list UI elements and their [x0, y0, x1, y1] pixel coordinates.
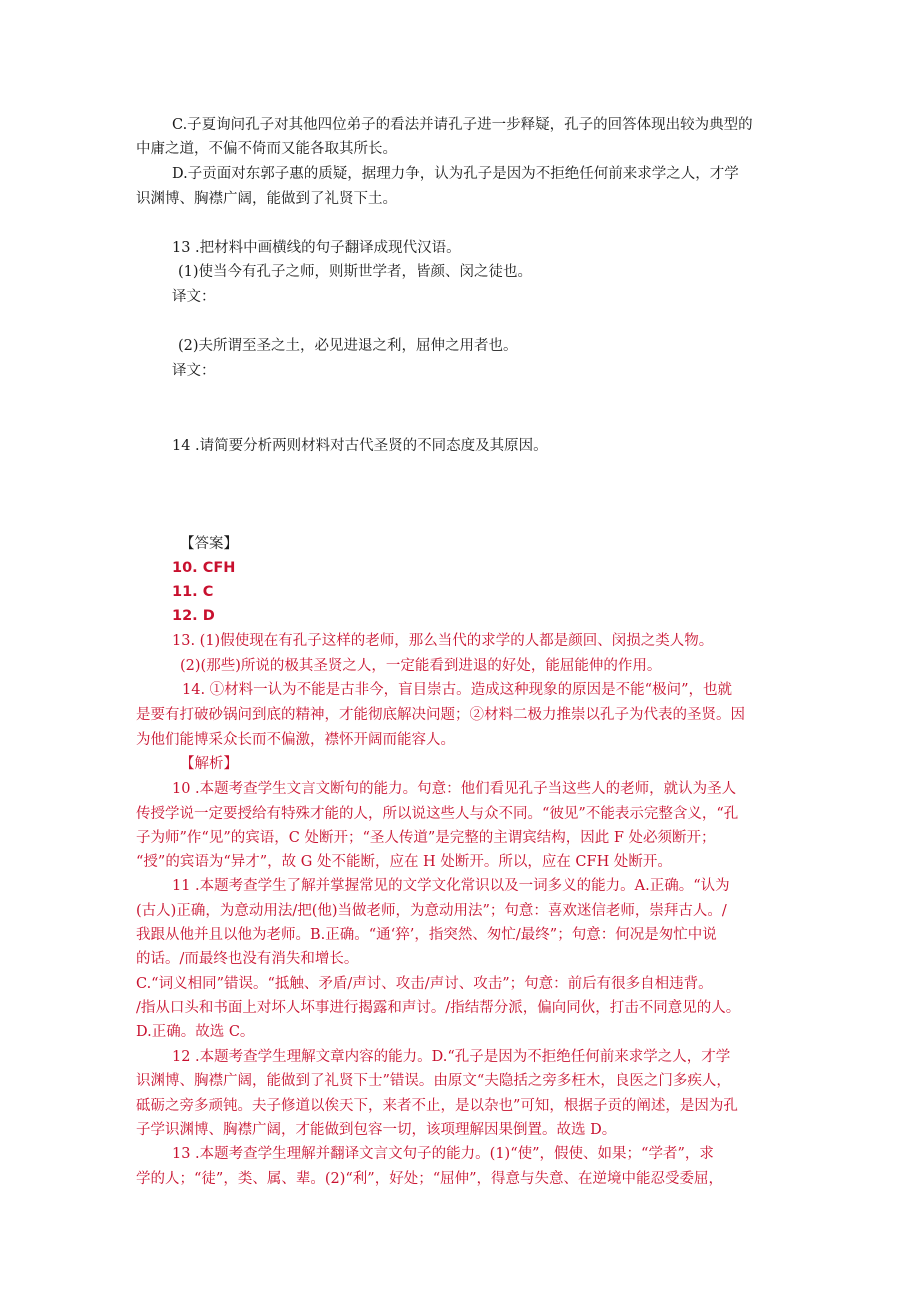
- answer-10: 10. CFH: [172, 560, 236, 576]
- q12-option-c-line2: 中庸之道，不偏不倚而又能各取其所长。: [136, 141, 397, 157]
- answer-14-line3: 为他们能博采众长而不偏激，襟怀开阔而能容人。: [136, 732, 455, 748]
- analysis-10-line2: 传授学说一定要授给有特殊才能的人，所以说这些人与众不同。“彼见”不能表示完整含义，“孔: [136, 806, 739, 822]
- answer-11: 11. C: [172, 584, 214, 600]
- analysis-10-line3: 子为师”作“见”的宾语，C 处断开；“圣人传道”是完整的主谓宾结构，因此 F 处必须断开；: [136, 830, 716, 846]
- q12-option-d-line2: 识渊博、胸襟广阔，能做到了礼贤下土。: [136, 191, 397, 207]
- analysis-13-line2: 学的人；“徒”，类、属、辈。(2)“利”，好处；“屈伸”，得意与失意、在逆境中能忍受委屈，: [136, 1171, 724, 1187]
- analysis-11-line1: 11 .本题考查学生了解并掌握常见的文学文化常识以及一词多义的能力。A.正确。“认为: [172, 878, 730, 894]
- analysis-11-line5: C.“词义相同”错误。“抵触、矛盾/声讨、攻击/声讨、攻击”；句意：前后有很多自相违背。: [136, 976, 713, 992]
- answer-13-part2: (2)(那些)所说的极其圣贤之人，一定能看到进退的好处，能屈能伸的作用。: [180, 658, 662, 674]
- analysis-header: 【解析】: [180, 756, 238, 772]
- analysis-12-line4: 子学识渊博、胸襟广阔，才能做到包容一切，该项理解因果倒置。故选 D。: [136, 1122, 617, 1138]
- q13-translation-label-1: 译文：: [172, 289, 216, 305]
- q12-option-d-line1: D.子贡面对东郭子惠的质疑，据理力争，认为孔子是因为不拒绝任何前来求学之人，才学: [172, 166, 739, 182]
- analysis-11-line2: (古人)正确，为意动用法/把(他)当做老师，为意动用法”；句意：喜欢迷信老师，崇拜古人。/: [136, 903, 727, 919]
- q12-option-c-line1: C.子夏询问孔子对其他四位弟子的看法并请孔子进一步释疑，孔子的回答体现出较为典型的: [172, 117, 753, 133]
- answer-14-line1: 14. ①材料一认为不能是古非今，盲目崇古。造成这种现象的原因是不能“极问”，也就: [182, 682, 732, 698]
- answer-12: 12. D: [172, 608, 215, 624]
- analysis-11-line7: D.正确。故选 C。: [136, 1024, 255, 1040]
- q13-title: 13 .把材料中画横线的句子翻译成现代汉语。: [172, 240, 461, 256]
- analysis-10-line1: 10 .本题考查学生文言文断句的能力。句意：他们看见孔子当这些人的老师，就认为圣人: [172, 781, 737, 797]
- answer-13-part1: 13. (1)假使现在有孔子这样的老师，那么当代的求学的人都是颜回、闵损之类人物。: [172, 633, 714, 649]
- answer-14-line2: 是要有打破砂锅问到底的精神，才能彻底解决问题；②材料二极力推崇以孔子为代表的圣贤。因: [136, 707, 745, 723]
- analysis-11-line3: 我跟从他并且以他为老师。B.正确。“通‘猝’，指突然、匆忙/最终”；句意：何况是匆忙中说: [136, 927, 717, 943]
- analysis-11-line4: 的话。/而最终也没有消失和增长。: [136, 951, 359, 967]
- analysis-12-line2: 识渊博、胸襟广阔，能做到了礼贤下士”错误。由原文“夫隐括之旁多枉木，良医之门多疾人，: [136, 1073, 731, 1089]
- q13-sentence-1: (1)使当今有孔子之师，则斯世学者，皆颜、闵之徒也。: [178, 264, 533, 280]
- answers-header: 【答案】: [180, 536, 238, 552]
- analysis-12-line1: 12 .本题考查学生理解文章内容的能力。D.“孔子是因为不拒绝任何前来求学之人，才学: [172, 1049, 731, 1065]
- q13-translation-label-2: 译文：: [172, 363, 216, 379]
- analysis-12-line3: 砥砺之旁多顽钝。夫子修道以俟天下，来者不止，是以杂也”可知，根据子贡的阐述，是因为孔: [136, 1098, 738, 1114]
- q14-title: 14 .请简要分析两则材料对古代圣贤的不同态度及其原因。: [172, 438, 548, 454]
- q13-sentence-2: (2)夫所谓至圣之土，必见进退之利，屈伸之用者也。: [178, 338, 518, 354]
- analysis-13-line1: 13 .本题考查学生理解并翻译文言文句子的能力。(1)“使”，假使、如果；“学者”，求: [172, 1146, 714, 1162]
- analysis-11-line6: /指从口头和书面上对坏人坏事进行揭露和声讨。/指结帮分派，偏向同伙，打击不同意见的人。: [136, 1000, 741, 1016]
- analysis-10-line4: “授”的宾语为“异才”，故 G 处不能断，应在 H 处断开。所以，应在 CFH 处断开。: [136, 854, 672, 870]
